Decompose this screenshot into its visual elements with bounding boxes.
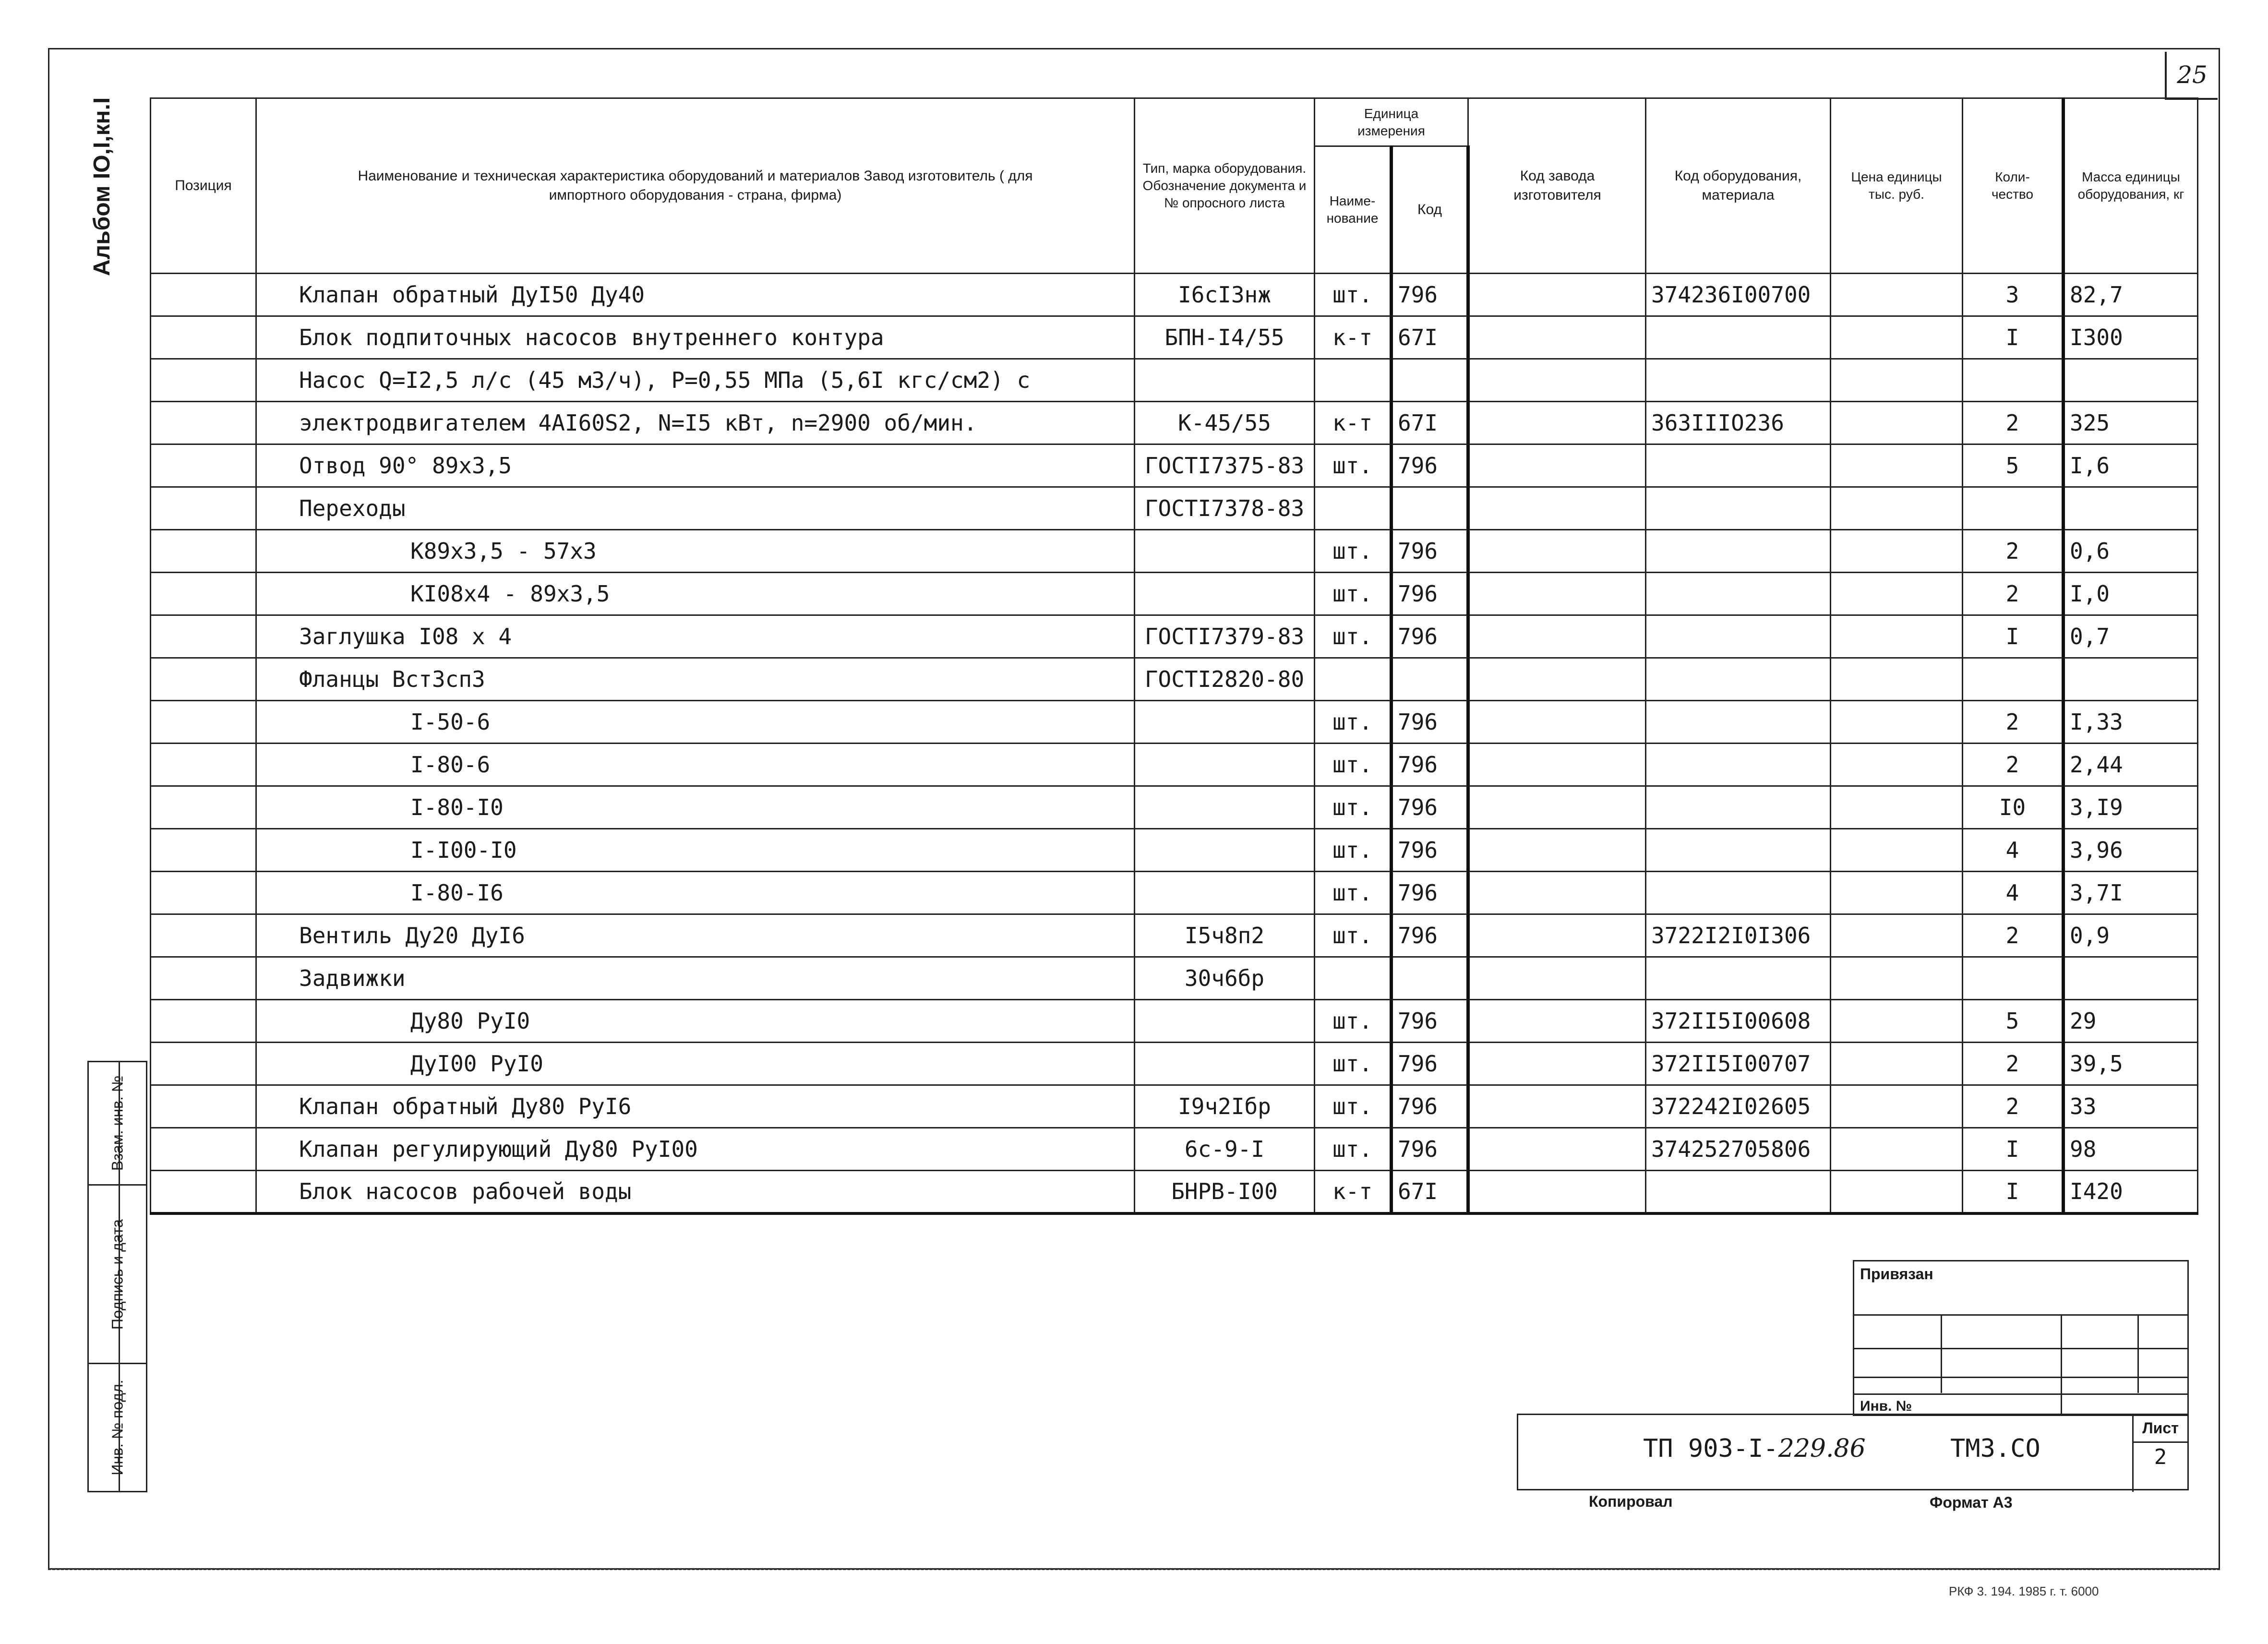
cell-price bbox=[1831, 1128, 1963, 1171]
cell-type: ГОСТI7379-83 bbox=[1135, 615, 1315, 658]
table-row bbox=[151, 573, 2198, 615]
cell-mass: 2,44 bbox=[2064, 744, 2198, 786]
cell-qty: 2 bbox=[1963, 744, 2064, 786]
cell-qty: I0 bbox=[1963, 786, 2064, 829]
cell-mass bbox=[2064, 359, 2198, 402]
cell-price bbox=[1831, 1043, 1963, 1085]
cell-position bbox=[151, 402, 256, 444]
cell-unit-code bbox=[1392, 359, 1468, 402]
cell-mass: I,33 bbox=[2064, 701, 2198, 744]
table-row bbox=[151, 914, 2198, 957]
cell-position bbox=[151, 786, 256, 829]
privyazan-title: Привязан bbox=[1860, 1265, 1933, 1283]
table-row bbox=[151, 316, 2198, 359]
side-signature-block bbox=[87, 1061, 150, 1498]
cell-price bbox=[1831, 786, 1963, 829]
header-position: Позиция bbox=[151, 98, 256, 274]
cell-equipment-code: 3722I2I0I306 bbox=[1646, 914, 1831, 957]
cell-equipment-code bbox=[1646, 530, 1831, 573]
cell-position bbox=[151, 1128, 256, 1171]
sheet-box bbox=[2132, 1415, 2187, 1492]
table-row bbox=[151, 1043, 2198, 1085]
table-row bbox=[151, 1128, 2198, 1171]
cell-price bbox=[1831, 573, 1963, 615]
cell-name: Клапан обратный Ду80 РуI6 bbox=[256, 1085, 1135, 1128]
cell-factory-code bbox=[1468, 316, 1646, 359]
cell-type: I9ч2Iбр bbox=[1135, 1085, 1315, 1128]
cell-qty: 5 bbox=[1963, 444, 2064, 487]
cell-mass: 0,7 bbox=[2064, 615, 2198, 658]
cell-factory-code bbox=[1468, 914, 1646, 957]
document-mark: ТМЗ.СО bbox=[1950, 1434, 2040, 1463]
cell-mass: 98 bbox=[2064, 1128, 2198, 1171]
copied-label: Копировал bbox=[1589, 1493, 1673, 1510]
cell-factory-code bbox=[1468, 786, 1646, 829]
table-row bbox=[151, 274, 2198, 316]
cell-unit-code: 796 bbox=[1392, 615, 1468, 658]
cell-unit-code: 796 bbox=[1392, 872, 1468, 914]
cell-name: Отвод 90° 89х3,5 bbox=[256, 444, 1135, 487]
header-quantity: Коли-чество bbox=[1963, 98, 2064, 274]
cell-price bbox=[1831, 1171, 1963, 1213]
cell-type bbox=[1135, 530, 1315, 573]
header-unit-code: Код bbox=[1392, 146, 1468, 274]
cell-name: I-80-6 bbox=[256, 744, 1135, 786]
cell-factory-code bbox=[1468, 573, 1646, 615]
cell-position bbox=[151, 658, 256, 701]
cell-unit-code: 796 bbox=[1392, 1128, 1468, 1171]
cell-mass: 39,5 bbox=[2064, 1043, 2198, 1085]
cell-equipment-code bbox=[1646, 359, 1831, 402]
cell-unit-code bbox=[1392, 487, 1468, 530]
side-vzam-label: Взам. инв. № bbox=[108, 1075, 126, 1171]
cell-mass bbox=[2064, 957, 2198, 1000]
cell-name: I-I00-I0 bbox=[256, 829, 1135, 872]
cell-name: электродвигателем 4AI60S2, N=I5 кВт, n=2900 об/мин. bbox=[256, 402, 1135, 444]
cell-equipment-code bbox=[1646, 829, 1831, 872]
title-stamp bbox=[1517, 1414, 2189, 1490]
header-price: Цена единицы тыс. руб. bbox=[1831, 98, 1963, 274]
cell-factory-code bbox=[1468, 1043, 1646, 1085]
cell-qty bbox=[1963, 957, 2064, 1000]
cell-unit-code: 796 bbox=[1392, 1000, 1468, 1043]
cell-position bbox=[151, 316, 256, 359]
cell-type: ГОСТI7378-83 bbox=[1135, 487, 1315, 530]
cell-factory-code bbox=[1468, 957, 1646, 1000]
cell-unit: к-т bbox=[1315, 402, 1392, 444]
side-inv-cell bbox=[87, 1363, 147, 1492]
cell-position bbox=[151, 957, 256, 1000]
cell-unit: шт. bbox=[1315, 274, 1392, 316]
cell-name: ДуI00 РуI0 bbox=[256, 1043, 1135, 1085]
cell-position bbox=[151, 530, 256, 573]
cell-qty: 3 bbox=[1963, 274, 2064, 316]
cell-equipment-code bbox=[1646, 487, 1831, 530]
side-vzam-cell bbox=[87, 1061, 147, 1186]
cell-factory-code bbox=[1468, 1000, 1646, 1043]
cell-price bbox=[1831, 701, 1963, 744]
cell-qty: 5 bbox=[1963, 1000, 2064, 1043]
cell-equipment-code: 372II5I00707 bbox=[1646, 1043, 1831, 1085]
header-type: Тип, марка оборудования. Обозначение документа и № опросного листа bbox=[1135, 98, 1315, 274]
table-row bbox=[151, 1171, 2198, 1213]
cell-position bbox=[151, 744, 256, 786]
cell-type: I6cI3нж bbox=[1135, 274, 1315, 316]
header-factory-code: Код завода изготовителя bbox=[1468, 98, 1646, 274]
cell-position bbox=[151, 615, 256, 658]
cell-name: Задвижки bbox=[256, 957, 1135, 1000]
cell-position bbox=[151, 914, 256, 957]
table-row bbox=[151, 1085, 2198, 1128]
cell-factory-code bbox=[1468, 487, 1646, 530]
cell-qty: 2 bbox=[1963, 701, 2064, 744]
cell-position bbox=[151, 444, 256, 487]
cell-price bbox=[1831, 1000, 1963, 1043]
cell-mass: I300 bbox=[2064, 316, 2198, 359]
cell-equipment-code: 374252705806 bbox=[1646, 1128, 1831, 1171]
cell-factory-code bbox=[1468, 658, 1646, 701]
cell-unit bbox=[1315, 359, 1392, 402]
cell-price bbox=[1831, 444, 1963, 487]
cell-qty: 4 bbox=[1963, 829, 2064, 872]
cell-mass: 3,96 bbox=[2064, 829, 2198, 872]
cell-factory-code bbox=[1468, 1085, 1646, 1128]
cell-factory-code bbox=[1468, 701, 1646, 744]
table-row bbox=[151, 1000, 2198, 1043]
cell-name: Вентиль Ду20 ДуI6 bbox=[256, 914, 1135, 957]
cell-qty: 2 bbox=[1963, 573, 2064, 615]
cell-price bbox=[1831, 744, 1963, 786]
cell-unit: шт. bbox=[1315, 530, 1392, 573]
sheet-value: 2 bbox=[2154, 1445, 2167, 1469]
cell-equipment-code: 363IIIO236 bbox=[1646, 402, 1831, 444]
print-info: РКФ 3. 194. 1985 г. т. 6000 bbox=[1949, 1584, 2099, 1598]
table-row bbox=[151, 786, 2198, 829]
cell-mass: 325 bbox=[2064, 402, 2198, 444]
cell-unit bbox=[1315, 658, 1392, 701]
cell-unit: шт. bbox=[1315, 615, 1392, 658]
cell-unit-code: 67I bbox=[1392, 402, 1468, 444]
cell-price bbox=[1831, 658, 1963, 701]
header-equipment-code: Код оборудования, материала bbox=[1646, 98, 1831, 274]
cell-qty: I bbox=[1963, 1171, 2064, 1213]
cell-name: I-80-I0 bbox=[256, 786, 1135, 829]
cell-name: I-80-I6 bbox=[256, 872, 1135, 914]
cell-unit: шт. bbox=[1315, 744, 1392, 786]
table-row bbox=[151, 701, 2198, 744]
header-name: Наименование и техническая характеристика оборудований и материалов Завод изготовитель ( для импортного оборудования - страна, фирма) bbox=[256, 98, 1135, 274]
cell-position bbox=[151, 1043, 256, 1085]
cell-equipment-code bbox=[1646, 786, 1831, 829]
cell-mass: 29 bbox=[2064, 1000, 2198, 1043]
cell-equipment-code: 372II5I00608 bbox=[1646, 1000, 1831, 1043]
cut-line bbox=[48, 1569, 2220, 1570]
cell-equipment-code bbox=[1646, 1171, 1831, 1213]
cell-type bbox=[1135, 744, 1315, 786]
cell-qty bbox=[1963, 487, 2064, 530]
cell-factory-code bbox=[1468, 359, 1646, 402]
cell-qty: 2 bbox=[1963, 914, 2064, 957]
cell-type: 30ч6бр bbox=[1135, 957, 1315, 1000]
cell-name: Заглушка I08 х 4 bbox=[256, 615, 1135, 658]
cell-type: ГОСТI7375-83 bbox=[1135, 444, 1315, 487]
cell-equipment-code bbox=[1646, 573, 1831, 615]
album-label: Альбом IO,I,кн.I bbox=[89, 97, 115, 276]
cell-unit: к-т bbox=[1315, 316, 1392, 359]
cell-name: Блок подпиточных насосов внутреннего контура bbox=[256, 316, 1135, 359]
cell-qty: 2 bbox=[1963, 530, 2064, 573]
cell-unit: шт. bbox=[1315, 444, 1392, 487]
cell-factory-code bbox=[1468, 615, 1646, 658]
cell-type bbox=[1135, 829, 1315, 872]
cell-unit-code: 796 bbox=[1392, 1043, 1468, 1085]
side-podpis-cell bbox=[87, 1184, 147, 1364]
document-code: ТП 903-I-229.86 bbox=[1643, 1434, 1866, 1463]
cell-equipment-code bbox=[1646, 872, 1831, 914]
cell-price bbox=[1831, 487, 1963, 530]
sheet-number: 25 bbox=[2165, 52, 2218, 100]
cell-price bbox=[1831, 829, 1963, 872]
cell-type bbox=[1135, 573, 1315, 615]
cell-price bbox=[1831, 402, 1963, 444]
cell-qty bbox=[1963, 359, 2064, 402]
cell-factory-code bbox=[1468, 274, 1646, 316]
cell-equipment-code bbox=[1646, 701, 1831, 744]
cell-equipment-code bbox=[1646, 444, 1831, 487]
cell-position bbox=[151, 829, 256, 872]
table-row bbox=[151, 615, 2198, 658]
cell-unit: шт. bbox=[1315, 1085, 1392, 1128]
header-mass: Масса единицы оборудования, кг bbox=[2064, 98, 2198, 274]
cell-price bbox=[1831, 530, 1963, 573]
cell-type: БПН-I4/55 bbox=[1135, 316, 1315, 359]
cell-unit-code bbox=[1392, 658, 1468, 701]
table-row bbox=[151, 402, 2198, 444]
table-row bbox=[151, 487, 2198, 530]
cell-factory-code bbox=[1468, 1171, 1646, 1213]
cell-equipment-code bbox=[1646, 658, 1831, 701]
cell-qty: 2 bbox=[1963, 402, 2064, 444]
cell-equipment-code: 372242I02605 bbox=[1646, 1085, 1831, 1128]
cell-price bbox=[1831, 914, 1963, 957]
cell-type bbox=[1135, 872, 1315, 914]
cell-position bbox=[151, 1171, 256, 1213]
side-inv-label: Инв. № подл. bbox=[108, 1380, 126, 1476]
privyazan-block bbox=[1853, 1260, 2189, 1416]
cell-unit bbox=[1315, 487, 1392, 530]
cell-name: Клапан обратный ДуI50 Ду40 bbox=[256, 274, 1135, 316]
cell-unit-code: 67I bbox=[1392, 1171, 1468, 1213]
cell-position bbox=[151, 487, 256, 530]
cell-position bbox=[151, 701, 256, 744]
cell-mass: I,0 bbox=[2064, 573, 2198, 615]
cell-type bbox=[1135, 701, 1315, 744]
cell-name: КI08х4 - 89х3,5 bbox=[256, 573, 1135, 615]
cell-mass: I,6 bbox=[2064, 444, 2198, 487]
table-row bbox=[151, 359, 2198, 402]
cell-unit-code: 796 bbox=[1392, 914, 1468, 957]
header-unit-name: Наиме-нование bbox=[1315, 146, 1392, 274]
cell-unit-code: 796 bbox=[1392, 1085, 1468, 1128]
cell-equipment-code bbox=[1646, 615, 1831, 658]
cell-price bbox=[1831, 615, 1963, 658]
cell-unit: шт. bbox=[1315, 914, 1392, 957]
cell-unit-code bbox=[1392, 957, 1468, 1000]
cell-unit: шт. bbox=[1315, 1043, 1392, 1085]
cell-price bbox=[1831, 1085, 1963, 1128]
cell-factory-code bbox=[1468, 872, 1646, 914]
header-unit-group: Единица измерения bbox=[1315, 98, 1468, 146]
sheet-label: Лист bbox=[2134, 1415, 2187, 1443]
table-row bbox=[151, 658, 2198, 701]
cell-unit-code: 67I bbox=[1392, 316, 1468, 359]
cell-qty: 2 bbox=[1963, 1085, 2064, 1128]
cell-factory-code bbox=[1468, 402, 1646, 444]
cell-position bbox=[151, 274, 256, 316]
cell-mass: 3,I9 bbox=[2064, 786, 2198, 829]
cell-type bbox=[1135, 1043, 1315, 1085]
cell-unit: к-т bbox=[1315, 1171, 1392, 1213]
cell-equipment-code bbox=[1646, 957, 1831, 1000]
cell-unit-code: 796 bbox=[1392, 701, 1468, 744]
cell-price bbox=[1831, 957, 1963, 1000]
cell-type bbox=[1135, 1000, 1315, 1043]
table-row bbox=[151, 957, 2198, 1000]
cell-name: I-50-6 bbox=[256, 701, 1135, 744]
cell-name: Блок насосов рабочей воды bbox=[256, 1171, 1135, 1213]
cell-position bbox=[151, 573, 256, 615]
cell-unit: шт. bbox=[1315, 786, 1392, 829]
cell-equipment-code bbox=[1646, 744, 1831, 786]
cell-price bbox=[1831, 274, 1963, 316]
cell-equipment-code bbox=[1646, 316, 1831, 359]
cell-name: К89х3,5 - 57х3 bbox=[256, 530, 1135, 573]
cell-factory-code bbox=[1468, 829, 1646, 872]
cell-name: Клапан регулирующий Ду80 РуI00 bbox=[256, 1128, 1135, 1171]
cell-mass: 33 bbox=[2064, 1085, 2198, 1128]
cell-position bbox=[151, 359, 256, 402]
cell-mass: 0,9 bbox=[2064, 914, 2198, 957]
cell-type: БНРВ-I00 bbox=[1135, 1171, 1315, 1213]
cell-position bbox=[151, 1000, 256, 1043]
cell-mass: I420 bbox=[2064, 1171, 2198, 1213]
cell-type bbox=[1135, 359, 1315, 402]
cell-unit: шт. bbox=[1315, 872, 1392, 914]
cell-unit-code: 796 bbox=[1392, 274, 1468, 316]
table-row bbox=[151, 444, 2198, 487]
cell-type: 6с-9-I bbox=[1135, 1128, 1315, 1171]
cell-type: К-45/55 bbox=[1135, 402, 1315, 444]
cell-name: Фланцы ВстЗсп3 bbox=[256, 658, 1135, 701]
cell-unit: шт. bbox=[1315, 1128, 1392, 1171]
cell-price bbox=[1831, 316, 1963, 359]
cell-unit: шт. bbox=[1315, 573, 1392, 615]
cell-position bbox=[151, 1085, 256, 1128]
cell-mass: 0,6 bbox=[2064, 530, 2198, 573]
cell-unit-code: 796 bbox=[1392, 829, 1468, 872]
cell-name: Насос Q=I2,5 л/с (45 м3/ч), Р=0,55 МПа (5,6I кгс/см2) с bbox=[256, 359, 1135, 402]
side-podpis-label: Подпись и дата bbox=[108, 1219, 126, 1330]
cell-equipment-code: 374236I00700 bbox=[1646, 274, 1831, 316]
cell-mass bbox=[2064, 487, 2198, 530]
cell-type: ГОСТI2820-80 bbox=[1135, 658, 1315, 701]
cell-qty: 2 bbox=[1963, 1043, 2064, 1085]
cell-unit: шт. bbox=[1315, 701, 1392, 744]
table-row bbox=[151, 829, 2198, 872]
cell-unit-code: 796 bbox=[1392, 444, 1468, 487]
cell-unit-code: 796 bbox=[1392, 786, 1468, 829]
cell-type bbox=[1135, 786, 1315, 829]
cell-qty: I bbox=[1963, 1128, 2064, 1171]
cell-price bbox=[1831, 359, 1963, 402]
cell-unit: шт. bbox=[1315, 829, 1392, 872]
privyazan-inv: Инв. № bbox=[1860, 1398, 1912, 1414]
cell-unit: шт. bbox=[1315, 1000, 1392, 1043]
cell-factory-code bbox=[1468, 444, 1646, 487]
cell-name: Ду80 РуI0 bbox=[256, 1000, 1135, 1043]
cell-mass bbox=[2064, 658, 2198, 701]
specification-table bbox=[150, 97, 2198, 1215]
cell-name: Переходы bbox=[256, 487, 1135, 530]
cell-qty: I bbox=[1963, 615, 2064, 658]
cell-qty bbox=[1963, 658, 2064, 701]
cell-factory-code bbox=[1468, 744, 1646, 786]
format-label: Формат А3 bbox=[1930, 1494, 2013, 1511]
table-row bbox=[151, 530, 2198, 573]
cell-mass: 82,7 bbox=[2064, 274, 2198, 316]
cell-type: I5ч8п2 bbox=[1135, 914, 1315, 957]
cell-unit-code: 796 bbox=[1392, 573, 1468, 615]
table-row bbox=[151, 872, 2198, 914]
cell-factory-code bbox=[1468, 530, 1646, 573]
cell-unit bbox=[1315, 957, 1392, 1000]
cell-price bbox=[1831, 872, 1963, 914]
table-row bbox=[151, 744, 2198, 786]
cell-unit-code: 796 bbox=[1392, 530, 1468, 573]
cell-position bbox=[151, 872, 256, 914]
cell-qty: I bbox=[1963, 316, 2064, 359]
cell-factory-code bbox=[1468, 1128, 1646, 1171]
cell-mass: 3,7I bbox=[2064, 872, 2198, 914]
cell-unit-code: 796 bbox=[1392, 744, 1468, 786]
cell-qty: 4 bbox=[1963, 872, 2064, 914]
